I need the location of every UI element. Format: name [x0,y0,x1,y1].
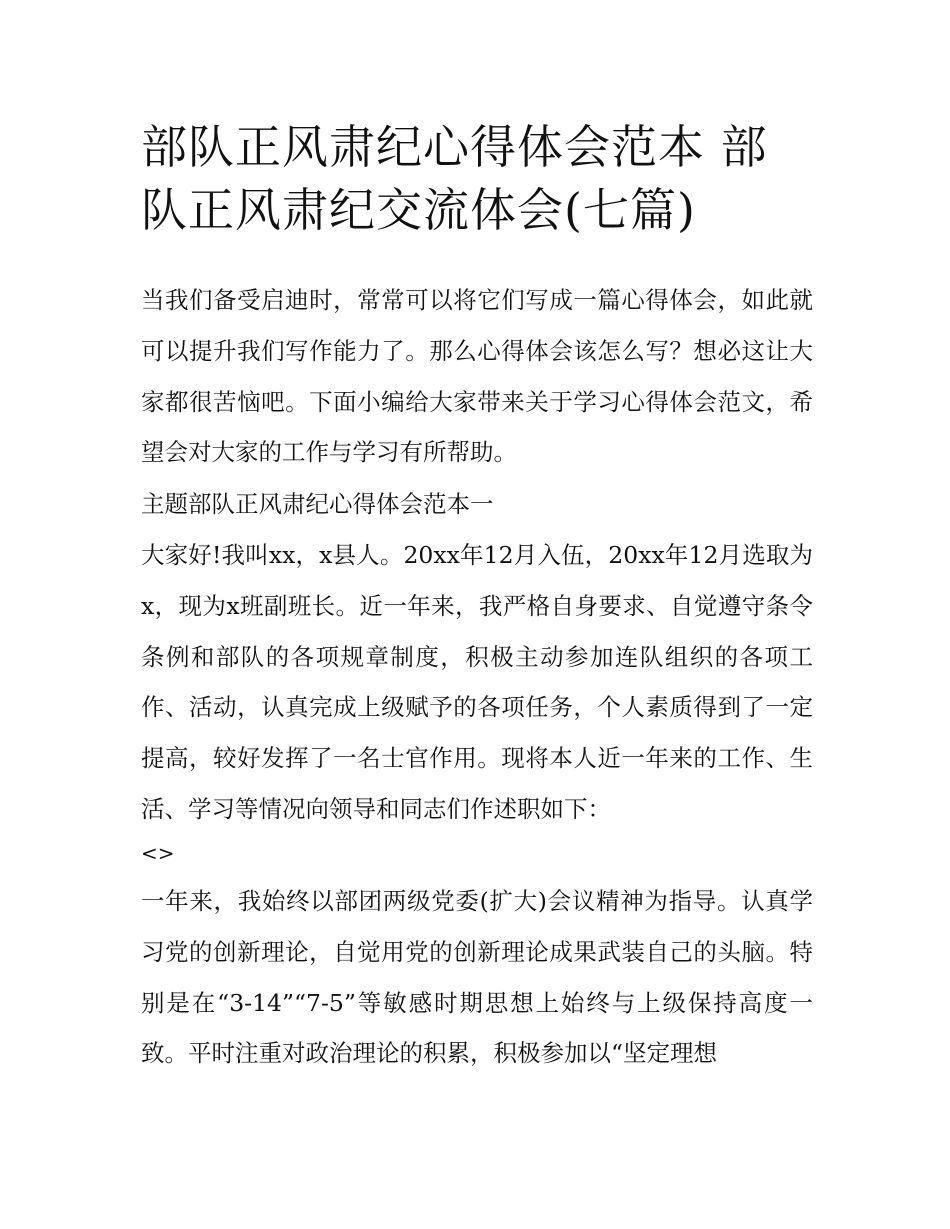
intro-paragraph: 当我们备受启迪时，常常可以将它们写成一篇心得体会，如此就可以提升我们写作能力了。那么心得体会该怎么写？想必这让大家都很苦恼吧。下面小编给大家带来关于学习心得体会范文，希望会对大家的工作与学习有所帮助。 [141,286,813,467]
body-paragraph-1: 大家好!我叫xx，x县人。20xx年12月入伍，20xx年12月选取为x，现为x班副班长。近一年来，我严格自身要求、自觉遵守条令条例和部队的各项规章制度，积极主动参加连队组织的各项工作、活动，认真完成上级赋予的各项任务，个人素质得到了一定提高，较好发挥了一名士官作用。现将本人近一年来的工作、生活、学习等情况向领导和同志们作述职如下： [141,541,813,823]
body-paragraph-2: 一年来，我始终以部团两级党委(扩大)会议精神为指导。认真学习党的创新理论，自觉用党的创新理论成果武装自己的头脑。特别是在“3-14”“7-5”等敏感时期思想上始终与上级保持高度一致。平时注重对政治理论的积累，积极参加以“坚定理想 [141,887,813,1068]
angle-bracket-marker: <> [141,841,175,865]
document-title: 部队正风肃纪心得体会范本 部队正风肃纪交流体会(七篇) [141,120,768,237]
section-heading: 主题部队正风肃纪心得体会范本一 [141,490,494,518]
